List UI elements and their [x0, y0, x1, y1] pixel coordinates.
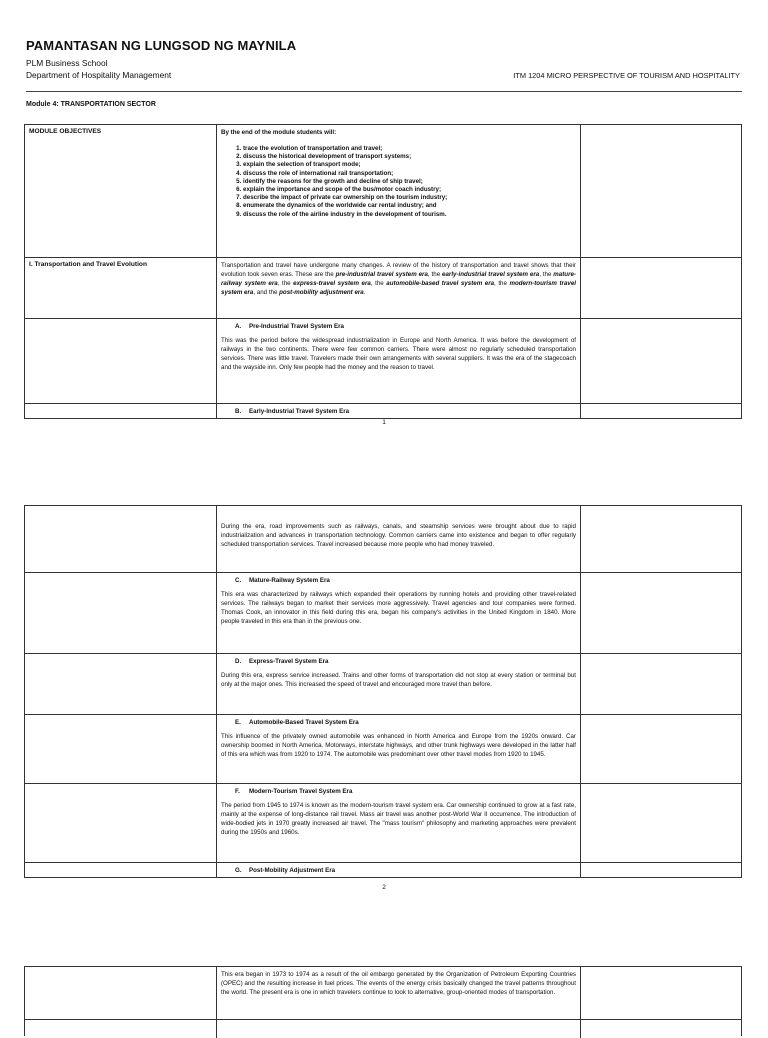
objective-item: 8. enumerate the dynamics of the worldwide car rental industry; and — [243, 202, 576, 210]
page1-table — [24, 124, 742, 419]
university-name: PAMANTASAN NG LUNGSOD NG MAYNILA — [26, 38, 297, 53]
era-f-row — [25, 783, 741, 862]
era-b-cell — [217, 404, 581, 418]
era-a-row — [25, 318, 741, 403]
header-divider — [26, 91, 742, 92]
era-g-text: This era began in 1973 to 1974 as a result of the oil embargo generated by the Organization of Petroleum Exporting Countries (OPEC) and the resulting increase in fuel prices. The events of the energy crisis basically changed the travel patterns throughout the world. The present era is one in which travelers continue to look to alternative, group-oriented modes of transportation. — [221, 971, 576, 996]
era-d-row — [25, 653, 741, 714]
era-g-body-row — [25, 967, 741, 1019]
era-a-title: A. Pre-Industrial Travel System Era — [235, 323, 344, 330]
objective-item: 9. discuss the role of the airline industry in the development of tourism. — [243, 211, 576, 219]
era-c-cell — [217, 573, 581, 653]
era-c-title: C. Mature-Railway System Era — [235, 577, 330, 584]
era-d-cell — [217, 654, 581, 714]
objectives-list — [221, 145, 576, 219]
page3-table — [24, 966, 742, 1036]
school-name: PLM Business School — [26, 58, 108, 68]
section1-intro: Transportation and travel have undergone many changes. A review of the history of transportation and travel shows that their evolution took seven eras. These are the pre-industrial travel system era, the early-industrial travel system era, the mature-railway system era, the express-travel system era, the automobile-based travel system era, the modern-tourism travel system era, and the post-mobility adjustment era. — [217, 258, 581, 318]
era-b-row — [25, 403, 741, 418]
section1-label: I. Transportation and Travel Evolution — [25, 258, 217, 318]
objectives-lead: By the end of the module students will: — [221, 129, 337, 136]
era-a-cell — [217, 319, 581, 403]
objectives-cell — [217, 125, 581, 257]
page-number: 1 — [382, 419, 386, 426]
objective-item: 6. explain the importance and scope of the bus/motor coach industry; — [243, 186, 576, 194]
era-a-text: This was the period before the widespread industrialization in Europe and North America. It was before the development of railways in the two continents. There were few common carriers. There were almost no regularly scheduled transportation services. There was little travel. Travelers made their own arrangements with several suppliers. It was the era of the stagecoach and the wayside inn. Only few people had the money and the reason to travel. — [221, 337, 576, 371]
era-d-text: During this era, express service increased. Trains and other forms of transportation did not stop at every station or terminal but only at the major ones. This increased the speed of travel and encouraged more travel than before. — [221, 672, 576, 688]
module-title: Module 4: TRANSPORTATION SECTOR — [26, 101, 156, 108]
objective-item: 7. describe the impact of private car ownership on the tourism industry; — [243, 194, 576, 202]
notes-cell — [581, 125, 741, 257]
department-name: Department of Hospitality Management — [26, 70, 172, 80]
era-b-text-cell — [217, 506, 581, 572]
era-g-title: G. Post-Mobility Adjustment Era — [235, 867, 336, 874]
era-d-title: D. Express-Travel System Era — [235, 658, 329, 665]
department-row — [26, 70, 742, 81]
course-title: ITM 1204 MICRO PERSPECTIVE OF TOURISM AND HOSPITALITY — [513, 71, 740, 80]
era-f-text: The period from 1945 to 1974 is known as the modern-tourism travel system era. Car ownership continued to grow at a fast rate, mainly at the expense of long-distance rail travel. Mass air travel was another post-World War II occurrence. The introduction of wide-bodied jets in 1970 greatly increased air travel. The "mass tourism" philosophy and marketing approaches were prevalent during the 1950s and 1960s. — [221, 802, 576, 836]
section1-row — [25, 257, 741, 318]
era-e-row — [25, 714, 741, 783]
objective-item: 5. identify the reasons for the growth and decline of ship travel; — [243, 178, 576, 186]
era-g-cell — [217, 863, 581, 877]
era-e-text: This influence of the privately owned automobile was enhanced in North America and Europe from the 1920s onward. Car ownership boomed in North America. Motorways, interstate highways, and other trunk highways were developed in the latter half of this era which was from 1920 to 1974. The automobile was predominant over other travel modes from 1920 to 1945. — [221, 733, 576, 758]
era-e-title: E. Automobile-Based Travel System Era — [235, 719, 359, 726]
era-e-cell — [217, 715, 581, 783]
objectives-row — [25, 125, 741, 257]
era-b-text: During the era, road improvements such as railways, canals, and steamship services were brought about due to rapid industrialization and advances in transportation technology. Common carriers came into existence and began to offer regularly scheduled transportation services. Travel increased because more people who had money traveled. — [221, 523, 576, 548]
objective-item: 4. discuss the role of international rail transportation; — [243, 170, 576, 178]
document-header — [26, 38, 742, 81]
era-g-text-cell — [217, 967, 581, 1019]
objective-item: 2. discuss the historical development of transport systems; — [243, 153, 576, 161]
era-b-body-row — [25, 506, 741, 572]
page-number: 2 — [382, 884, 386, 891]
era-c-text: This era was characterized by railways which expanded their operations by running hotels and providing other travel-related services. The railways began to market their services more aggressively. Travel agencies and tour companies were formed. Thomas Cook, an innovator in this field during this era, began his company's activities in the United Kingdom in 1840. More people traveled in this era than in the previous one. — [221, 591, 576, 625]
objective-item: 3. explain the selection of transport mode; — [243, 161, 576, 169]
era-b-title: B. Early-Industrial Travel System Era — [235, 408, 350, 415]
era-f-title: F. Modern-Tourism Travel System Era — [235, 788, 353, 795]
era-g-row — [25, 862, 741, 877]
era-c-row — [25, 572, 741, 653]
objective-item: 1. trace the evolution of transportation and travel; — [243, 145, 576, 153]
objectives-label: MODULE OBJECTIVES — [25, 125, 217, 257]
page2-table — [24, 505, 742, 878]
era-f-cell — [217, 784, 581, 862]
